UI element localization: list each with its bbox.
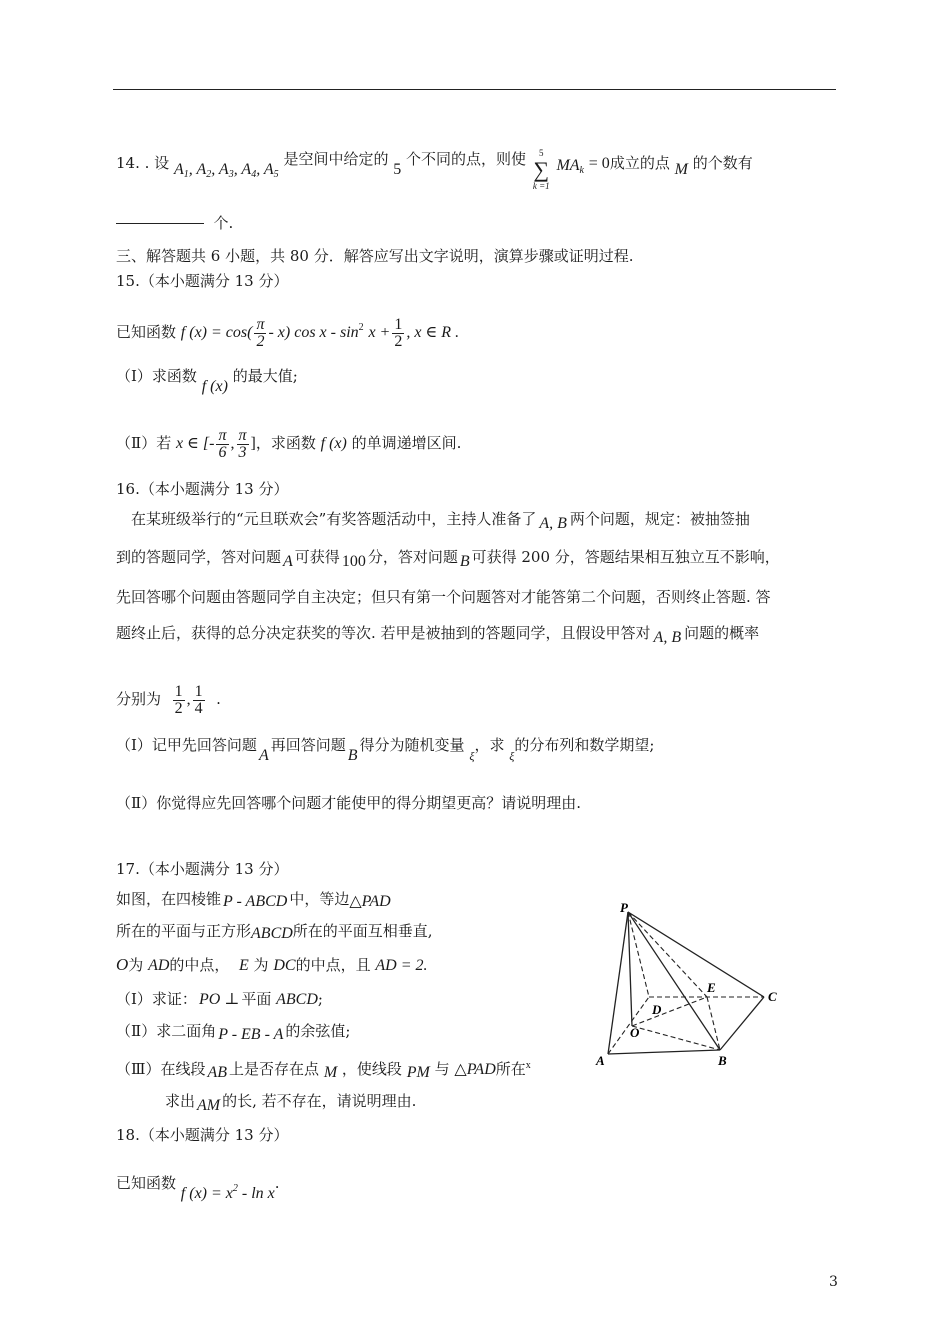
edge-OE: [632, 997, 707, 1026]
q15-p2-f: f (x): [320, 435, 347, 452]
q15-p2-x: x ∈ [-: [175, 435, 215, 452]
sum-lower: k =1: [532, 181, 550, 191]
q16-line3: 先回答哪个问题由答题同学自主决定；但只有第一个问题答对才能答第二个问题，否则终止答题. 答: [116, 588, 771, 606]
q14-line: [116, 142, 753, 191]
q17-line2: 所在的平面与正方形ABCD所在的平面互相垂直,: [116, 922, 433, 942]
prob-b: $\frac{1}{4}$: [194, 682, 203, 717]
label-E: E: [707, 980, 716, 995]
q15-xplus: x +: [368, 324, 391, 341]
q18-heading: 18.（本小题满分 13 分）: [116, 1126, 289, 1144]
q15-p2-tail: ，求函数: [255, 434, 316, 452]
q17-line3: O为 AD的中点， E 为 DC的中点，且 AD = 2.: [116, 955, 428, 974]
q15-fx: f (x) = cos(: [180, 324, 253, 341]
q14-point-m: M: [674, 161, 688, 178]
q15-rest: - x) cos x - sin: [268, 324, 359, 341]
prob-a: $\frac{1}{2}$: [174, 682, 183, 717]
label-D: D: [652, 1002, 662, 1017]
label-P: P: [620, 900, 628, 915]
q16-line5: 分别为 $\frac{1}{2}$ , $\frac{1}{4}$ .: [116, 682, 221, 717]
q15-p1-label: （Ⅰ）求函数: [116, 367, 197, 385]
q17-part3: （Ⅲ）在线段 AB 上是否存在点 M ，使线段 PM 与 △PAD所在$^x$: [116, 1060, 531, 1081]
q16-part1: （Ⅰ）记甲先回答问题A再回答问题B得分为随机变量 $_\xi$，求 $_\xi$的分布列和数学期望;: [116, 736, 655, 764]
q14-lead: 14. . 设: [116, 154, 170, 172]
q17-part1: （Ⅰ）求证： PO ⊥ 平面 ABCD;: [116, 990, 323, 1008]
q15-part1: [116, 365, 298, 395]
q15-p1-tail: 的最大值;: [232, 367, 298, 385]
q15-function: [116, 305, 459, 356]
q15-part2: （Ⅱ）若 x ∈ [- $\frac{\pi}{6}$ , $\frac{\pi}{3}$ ]，求函数 f (x) 的单调递增区间.: [116, 426, 462, 461]
q14-vector: $MA_k$: [556, 157, 584, 176]
edge-PO: [628, 912, 632, 1026]
q18-function: 已知函数 f $(x) = x^2 - \ln x$.: [116, 1174, 280, 1202]
edge-AB: [608, 1050, 720, 1054]
q14-answer-line: [116, 212, 233, 234]
label-O: O: [630, 1025, 640, 1040]
q18-intro: 已知函数: [116, 1174, 177, 1192]
q15-frac-pi2: $\frac{\pi}{2}$: [256, 315, 265, 350]
q16-line4: 题终止后，获得的总分决定获奖的等次. 若甲是被抽到的答题同学，且假设甲答对 A, B 问题的概率: [116, 624, 760, 646]
q14-mid3: 成立的点: [609, 154, 670, 172]
label-A: A: [596, 1053, 605, 1068]
q18-formula: f $(x) = x^2 - \ln x$: [180, 1183, 275, 1202]
edge-BC: [720, 997, 764, 1050]
label-C: C: [768, 989, 777, 1004]
q15-square: 2: [358, 322, 364, 333]
q15-frac-pi6: $\frac{\pi}{6}$: [218, 426, 227, 461]
q17-part2: （Ⅱ）求二面角 P - EB - A 的余弦值;: [116, 1022, 351, 1043]
q15-heading: 15.（本小题满分 13 分）: [116, 272, 289, 290]
header-rule: [113, 89, 836, 90]
section-heading: 三、解答题共 6 小题，共 80 分．解答应写出文字说明，演算步骤或证明过程.: [116, 247, 634, 265]
q14-mid: 是空间中给定的: [283, 150, 389, 168]
q15-p2-label: （Ⅱ）若: [116, 434, 172, 452]
q14-unit: 个.: [213, 214, 234, 232]
q17-line1: 如图，在四棱锥 P - ABCD 中，等边△PAD: [116, 890, 391, 910]
q15-p2-end: 的单调递增区间.: [351, 434, 462, 452]
q17-part3-cont: 求出 AM 的长, 若不存在，请说明理由.: [165, 1092, 417, 1114]
q14-sum: 5 ∑ k =1: [532, 148, 550, 191]
q17-heading: 17.（本小题满分 13 分）: [116, 860, 289, 878]
q15-domain: , x ∈ R .: [406, 324, 460, 341]
q14-points: $A_1$, $A_2$, $A_3$, $A_4$, $A_5$: [173, 161, 279, 180]
q15-frac-pi3: $\frac{\pi}{3}$: [238, 426, 247, 461]
q16-part2: （Ⅱ）你觉得应先回答哪个问题才能使甲的得分期望更高？请说明理由.: [116, 794, 581, 812]
q15-intro: 已知函数: [116, 323, 177, 341]
q16-line1: 在某班级举行的“元旦联欢会”有奖答题活动中，主持人准备了 A, B 两个问题，规定：被抽签抽: [131, 510, 750, 532]
q15-frac-half: $\frac{1}{2}$: [394, 315, 403, 350]
q15-p1-f: f (x): [201, 378, 228, 395]
q16-line2: 到的答题同学，答对问题 A 可获得 100 分，答对问题 B 可获得 200 分，答题结果相互独立互不影响，: [116, 548, 780, 570]
edge-EB: [707, 997, 720, 1050]
q14-five: 5: [393, 161, 402, 178]
q14-tail: 的个数有: [692, 154, 753, 172]
q14-mid2: 个不同的点，则使: [406, 150, 527, 168]
q14-eq0: = 0: [588, 155, 610, 172]
pyramid-figure: [592, 898, 792, 1070]
edge-PC: [628, 912, 764, 997]
sum-upper: 5: [538, 148, 544, 158]
edge-AD: [608, 997, 649, 1054]
answer-blank: [116, 223, 204, 224]
label-B: B: [718, 1053, 727, 1068]
edge-PA: [608, 912, 628, 1054]
page-number: 3: [829, 1274, 838, 1290]
q16-heading: 16.（本小题满分 13 分）: [116, 480, 289, 498]
